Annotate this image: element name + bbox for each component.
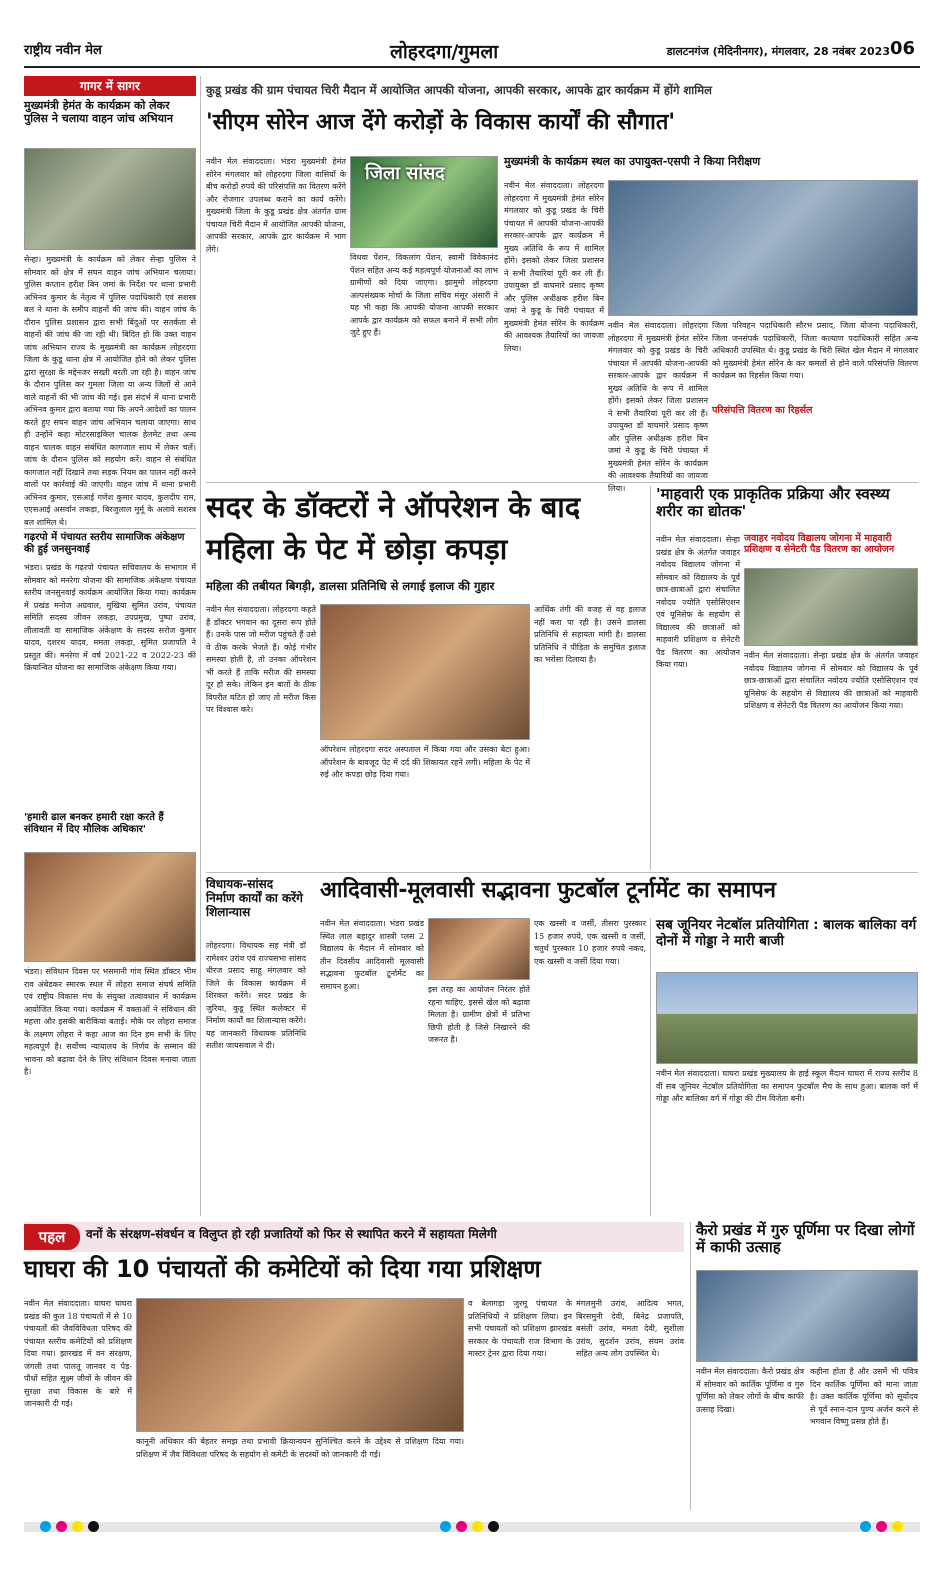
registration-dot-magenta <box>56 1521 67 1532</box>
training-photo <box>136 1298 464 1432</box>
sadar-subhead: महिला की तबीयत बिगड़ी, डालसा प्रतिनिधि से लगाई इलाज की गुहार <box>206 579 495 593</box>
menstruation-headline: 'माहवारी एक प्राकृतिक प्रक्रिया और स्वस्थ्य शरीर का द्योतक' <box>656 485 890 521</box>
registration-dot-cyan <box>440 1521 451 1532</box>
pehal-body1: नवीन मेल संवाददाता। घाघरा घाघरा प्रखंड की कुल 18 पंचायतों में से 10 पंचायतों की जैवविविधता परिषद की पंचायत स्तरीय कमेटियों को प्रशिक्षण दिया गया। झारखंड में वन संरक्षण, जंगली तथा पालतू जानवर व पेड़-पौधों सहित सूक्ष्म जीवों के जीवन की सुरक्षा तथा विकास के बारे में जानकारी दी गई। <box>24 1299 132 1408</box>
constitution-day-photo <box>24 852 196 962</box>
pehal-body2: कानूनी अधिकार की बेहतर समझ तथा प्रभावी क्रियान्वयन सुनिश्चित करने के उद्देश्य से प्रशिक्षण दिया गया। प्रशिक्षण में जैव विविधता परिषद के सहयोग से कमेटी के सदस्यों को जानकारी दी गई। <box>136 1437 464 1459</box>
column-divider <box>690 1222 691 1510</box>
masthead-brand: राष्ट्रीय नवीन मेल <box>24 43 102 58</box>
inspection-body: नवीन मेल संवाददाता। लोहरदगा लोहरदगा में मुख्यमंत्री हेमंत सोरेन मंगलवार को कुडू प्रखंड के चिरी पंचायत में आपकी योजना-आपकी सरकार-आपके द्वार कार्यक्रम में मुख्य अतिथि के रूप में शामिल होंगे। इसको लेकर जिला प्रशासन ने सभी तैयारियां पूरी कर ली हैं। उपायुक्त डॉ वाघमारे प्रसाद कृष्ण और पुलिस अधीक्षक हरीश बिन जमां ने कुडू के चिरी पंचायत में मुख्यमंत्री हेमंत सोरेन के कार्यक्रम की आवश्यक तैयारियों का जायजा लिया। <box>504 181 604 353</box>
leader-photo <box>350 156 498 248</box>
top-story-body2: विधवा पेंशन, विकलांग पेंशन, स्वामी विवेकानंद पेंशन सहित अन्य कई महत्वपूर्ण योजनाओं का लाभ ग्रामीणों को दिया जाएगा। झामुमो लोहरदगा अल्पसंख्यक मोर्चा के जिला सचिव मंसूर अंसारी ने यह भी कहा कि आपकी योजना आपकी सरकार आपके द्वार कार्यक्रम को सफल बनाने में सभी लोग जुटे हुए हैं। <box>350 253 498 337</box>
registration-dot-magenta <box>876 1521 887 1532</box>
registration-dot-yellow <box>472 1521 483 1532</box>
column-divider <box>650 918 651 1216</box>
constitution-quote: 'हमारी ढाल बनकर हमारी रक्षा करते हैं संविधान में दिए मौलिक अधिकार' <box>24 812 164 835</box>
top-story-body1: नवीन मेल संवाददाता। भंडरा मुख्यमंत्री हेमंत सोरेन मंगलवार को लोहरदगा जिला वासियों के बीच करोड़ों रुपये की परिसंपत्ति का वितरण करेंगे और रोजगार उपलब्ध कराने का कार्य करेंगे। मुख्यमंत्री जिला के कुडू प्रखंड क्षेत्र अंतर्गत ग्राम पंचायत चिरी मैदान में आयोजित आपकी योजना, आपकी सरकार, आपके द्वार कार्यक्रम में भाग लेंगे। <box>206 157 346 254</box>
registration-dot-yellow <box>892 1521 903 1532</box>
mla-headline: विधायक-सांसद निर्माण कार्यों का करेंगे शिलान्यास <box>206 877 303 919</box>
registration-dot-cyan <box>860 1521 871 1532</box>
left-story1-body: सेन्हा। मुख्यमंत्री के कार्यक्रम को लेकर सेन्हा पुलिस ने सोमवार को क्षेत्र में सघन वाहन जांच अभियान चलाया। पुलिस कप्तान हरीश बिन जमां के निर्देश पर थाना प्रभारी अभिनव कुमार के नेतृत्व में पुलिस पदाधिकारी एवं सशस्त्र बल ने थाना के समीप वाहनों की जांच की। वाहन जांच के दौरान पुलिस प्रशासन द्वारा सभी बिंदुओं पर सतर्कता से वाहनों की जांच की जा रही थी। बिदित हो कि उक्त वाहन जांच अभियान राज्य के मुख्यमंत्री का कार्यक्रम लोहरदगा जिला के कुडू थाना क्षेत्र में आयोजित होने को लेकर पुलिस द्वारा सुरक्षा के मद्देनजर सख्ती बरती जा रही है। वाहन जांच के दौरान पुलिस कर गुमला जिला या अन्य जिलों से आने वाले वाहनों की भी जांच की गई। इस संदर्भ में थाना प्रभारी अभिनव कुमार द्वारा बताया गया कि अपने आदेशों का पालन करते हुए सघन वाहन जांच अभियान चलाया जाएगा। साथ ही उन्होंने कहा मोटरसाइकिल चालक हेलमेट तथा अन्य वाहन चालक वाहन संबंधित कागजात साथ में लेकर चलें। जांच के दौरान पुलिस को सहयोग करें। वाहन से संबंधित कागजात नहीं दिखाने तथा सड़क नियम का पालन नहीं करने वालों पर कार्रवाई की जाएगी। वाहन जांच में थाना प्रभारी अभिनव कुमार, एसआई गणेश कुमार यादव, कुलदीप राम, एएसआई असर्वान लकड़ा, बिरजुलाल मुर्मू के अलावे सशस्त्र बल शामिल थे। <box>24 255 196 527</box>
pehal-headline: घाघरा की 10 पंचायतों की कमेटियों को दिया गया प्रशिक्षण <box>24 1255 541 1283</box>
registration-dot-magenta <box>456 1521 467 1532</box>
kairo-photo <box>696 1270 918 1362</box>
patient-photo <box>320 604 530 740</box>
pehal-kicker: वनों के संरक्षण-संवर्धन व विलुप्त हो रही प्रजातियों को फिर से स्थापित करने में सहायता मिलेगी <box>86 1227 497 1241</box>
menstruation-body: नवीन मेल संवाददाता। सेन्हा प्रखंड क्षेत्र के अंतर्गत जवाहर नवोदय विद्यालय जोगना में सोमवार को विद्यालय के पूर्व छात्र-छात्राओं द्वारा संचालित नवोदय ज्योति एसोसिएशन एवं यूनिसेफ के सहयोग से विद्यालय की छात्राओं को माहवारी प्रशिक्षण व सेनेटरी पैड वितरण का आयोजन किया गया। <box>656 535 740 669</box>
inspection-photo <box>608 180 918 316</box>
masthead-rule <box>24 66 920 68</box>
divider <box>206 872 918 873</box>
inspection-body2: जिला परिवहन पदाधिकारी सौरभ प्रसाद, जिला योजना पदाधिकारी, जिला जनसंपर्क पदाधिकारी, जिला कल्याण पदाधिकारी सहित अन्य अधिकारी उपस्थित थे। कुडू प्रखंड के चिरी स्थित खेल मैदान में मंगलवार को मुख्यमंत्री हेमंत सोरेन के कर कमलों से होने वाले परिसंपत्ति वितरण कार्यक्रम का रिहर्सल किया गया। <box>712 321 918 380</box>
page-number: 06 <box>890 38 916 59</box>
registration-dot-black <box>88 1521 99 1532</box>
netball-headline: सब जूनियर नेटबॉल प्रतियोगिता : बालक बालिका वर्ग दोनों में गोड्डा ने मारी बाजी <box>656 917 917 949</box>
football-guest-photo <box>428 918 530 980</box>
registration-dot-cyan <box>40 1521 51 1532</box>
football-body3: एक खस्सी व जर्सी, तीसरा पुरस्कार 15 हजार रुपये, एक खस्सी व जर्सी, चतुर्थ पुरस्कार 10 हजार रुपये नकद, एक खस्सी व जर्सी दिया गया। <box>534 919 646 966</box>
inspection-subhead: परिसंपत्ति वितरण का रिहर्सल <box>712 405 813 416</box>
top-story-kicker: कुडू प्रखंड की ग्राम पंचायत चिरी मैदान में आयोजित आपकी योजना, आपकी सरकार, आपके द्वार कार्यक्रम में होंगे शामिल <box>206 83 712 97</box>
mla-body: लोहरदगा। विधायक सह मंत्री डॉ रामेश्वर उरांव एवं राज्यसभा सांसद धीरज प्रसाद साहू मंगलवार को जिले के विकास कार्यक्रम में शिरकत करेंगे। सदर प्रखंड के जुरिया, कुडू स्थित कलेक्टर में निर्माण कार्यों का शिलान्यास करेंगे। यह जानकारी विधायक प्रतिनिधि सतीश जायसवाल ने दी। <box>206 941 306 1050</box>
registration-dot-yellow <box>72 1521 83 1532</box>
photo-banner-text: जिला सांसद <box>365 163 445 184</box>
netball-body: नवीन मेल संवाददाता। घाघरा प्रखंड मुख्यालय के हाई स्कूल मैदान घाघरा में राज्य स्तरीय 8 वीं सब जूनियर नेटबॉल प्रतियोगिता का समापन फुटबॉल मैच के साथ हुआ। बालक वर्ग में गोड्डा और बालिका वर्ग में गोड्डा की टीम विजेता बनी। <box>656 1069 918 1103</box>
left-story2-headline: गढ़रपो में पंचायत स्तरीय सामाजिक अंकेक्षण की हुई जनसुनवाई <box>24 532 185 555</box>
netball-team-photo <box>656 972 918 1064</box>
football-headline: आदिवासी-मूलवासी सद्भावना फुटबॉल टूर्नामेंट का समापन <box>320 878 776 903</box>
column-divider <box>650 486 651 870</box>
left-story3-body: भंडरा। संविधान दिवस पर भसमानी गांव स्थित डॉक्टर भीम राव अंबेडकर स्मारक स्थल में लोहरा समाज संघर्ष समिति एवं राष्ट्रीय विकास मंच के संयुक्त तत्वावधान में कार्यक्रम आयोजित किया गया। कार्यक्रम में वक्ताओं ने संविधान की महत्ता और इसकी बारीकियां बताईं। मौके पर लोहरा समाज के लक्ष्मण लोहरा ने कहा आज का दिन हम सभी के लिए महत्वपूर्ण है। सर्वोच्च न्यायालय के निर्णय के सम्मान की भावना को बढ़ावा देने के लिए संविधान दिवस मनाया जाता है। <box>24 967 196 1076</box>
kairo-body1: नवीन मेल संवाददाता। कैरो प्रखंड क्षेत्र में सोमवार को कार्तिक पूर्णिमा व गुरु पूर्णिमा को लेकर लोगों के बीच काफी उत्साह दिखा। <box>696 1367 804 1414</box>
top-story-headline: 'सीएम सोरेन आज देंगे करोड़ों के विकास कार्यों की सौगात' <box>206 110 676 135</box>
sadar-body2: ऑपरेशन लोहरदगा सदर अस्पताल में किया गया और उसका बेटा हुआ। ऑपरेशन के बावजूद पेट में दर्द की शिकायत रहने लगी। महिला के पेट में रुई और कपड़ा छोड़ दिया गया। <box>320 745 530 779</box>
inspection-body-cont: नवीन मेल संवाददाता। लोहरदगा लोहरदगा में मुख्यमंत्री हेमंत सोरेन मंगलवार को कुडू प्रखंड के चिरी पंचायत में आपकी योजना-आपकी सरकार-आपके द्वार कार्यक्रम में मुख्य अतिथि के रूप में शामिल होंगे। इसको लेकर जिला प्रशासन ने सभी तैयारियां पूरी कर ली हैं। उपायुक्त डॉ वाघमारे प्रसाद कृष्ण और पुलिस अधीक्षक हरीश बिन जमां ने कुडू के चिरी पंचायत में मुख्यमंत्री हेमंत सोरेन के कार्यक्रम की आवश्यक तैयारियों का जायजा लिया। <box>608 321 708 493</box>
kairo-headline: कैरो प्रखंड में गुरु पूर्णिमा पर दिखा लोगों में काफी उत्साह <box>696 1221 915 1257</box>
registration-dot-black <box>488 1521 499 1532</box>
school-event-photo <box>744 568 918 646</box>
divider <box>206 482 918 483</box>
pehal-tag: पहल <box>24 1224 80 1250</box>
sadar-body3: आर्थिक तंगी की वजह से वह इलाज नहीं करा पा रही है। उसने डालसा प्रतिनिधि से सहायता मांगी है। डालसा प्रतिनिधि ने पीड़िता के समुचित इलाज का भरोसा दिलाया है। <box>534 605 646 664</box>
left-story1-headline: मुख्यमंत्री हेमंत के कार्यक्रम को लेकर पुलिस ने चलाया वाहन जांच अभियान <box>24 99 173 125</box>
police-check-photo <box>24 148 196 250</box>
left-story2-body: भंडरा। प्रखंड के गढ़रपो पंचायत सचिवालय के सभागार में सोमवार को मनरेगा योजना की सामाजिक अंकेक्षण पंचायत स्तरीय जनसुनवाई कार्यक्रम आयोजित किया गया। कार्यक्रम में प्रखंड मनोज अग्रवाल, मुखिया सुमित उरांव, पंचायत समिति सदस्य जीवन लकड़ा, उपप्रमुख, पुष्पा उरांव, लीलावती वा सामाजिक अंकेक्षण के सदस्य सरोज कुमार यादव, दशरथ यादव, ममता लकड़ा, सुमित प्रजापति ने प्रस्तुत की। मनरेगा में वर्ष 2021-22 व 2022-23 की क्रियान्वित योजना का सामाजिक अंकेक्षण किया गया। <box>24 563 196 672</box>
sadar-body1: नवीन मेल संवाददाता। लोहरदगा कहते हैं डॉक्टर भगवान का दूसरा रूप होते हैं। उनके पास जो मरीज पहुंचते हैं उसे वे ठीक करके भेजते हैं। कोई गंभीर समस्या होती है, तो उनका ऑपरेशन भी करते हैं ताकि मरीज की समस्या दूर हो सके। लेकिन इन बातों के ठीक विपरीत घटित हो जाए तो मरीज किस पर विश्वास करे। <box>206 605 316 714</box>
section-label: गागर में सागर <box>24 76 196 96</box>
kairo-body2: कहीना होता है और उसमें भी पवित्र दिन कार्तिक पूर्णिमा को माना जाता है। उक्त कार्तिक पूर्णिमा को सूर्योदय से पूर्व स्नान-दान पुण्य अर्जन करने से भगवान विष्णु प्रसन्न होते हैं। <box>810 1367 918 1426</box>
divider <box>24 528 196 529</box>
inspection-headline: मुख्यमंत्री के कार्यक्रम स्थल का उपायुक्त-एसपी ने किया निरीक्षण <box>504 155 761 168</box>
masthead-date: डालटनगंज (मेदिनीनगर), मंगलवार, 28 नवंबर 2023 <box>666 45 890 58</box>
pehal-body4: मंगलमुनी उरांव, आदित्य भगत, बिरसमुनी देवी, बिनेद्र प्रजापति, बसंती उरांव, ममता देवी, सुशीला उरांव, सुदर्शन उरांव, संयम उरांव सहित अन्य लोग उपस्थित थे। <box>576 1299 684 1358</box>
football-body2: इस तरह का आयोजन निरंतर होते रहना चाहिए, इससे खेल को बढ़ावा मिलता है। ग्रामीण क्षेत्रों में प्रतिभा छिपी होती है जिसे निखारने की जरूरत है। <box>428 985 530 1044</box>
menstruation-body-cont: नवीन मेल संवाददाता। सेन्हा प्रखंड क्षेत्र के अंतर्गत जवाहर नवोदय विद्यालय जोगना में सोमवार को विद्यालय के पूर्व छात्र-छात्राओं द्वारा संचालित नवोदय ज्योति एसोसिएशन एवं यूनिसेफ के सहयोग से विद्यालय की छात्राओं को माहवारी प्रशिक्षण व सेनेटरी पैड वितरण का आयोजन किया गया। <box>744 651 918 710</box>
pehal-body3: व बेलागड़ा जुरमू पंचायत के प्रतिनिधियों ने प्रशिक्षण लिया। इन सभी पंचायतों को प्रशिक्षण झारखंड सरकार के पंचायती राज विभाग के मास्टर ट्रेनर द्वारा दिया गया। <box>468 1299 572 1358</box>
sadar-headline: सदर के डॉक्टरों ने ऑपरेशन के बाद महिला के पेट में छोड़ा कपड़ा <box>206 490 581 566</box>
football-body1: नवीन मेल संवाददाता। भंडरा प्रखंड स्थित लाल बहादुर शास्त्री प्लस 2 विद्यालय के मैदान में सोमवार को तीन दिवसीय आदिवासी मूलवासी सद्भावना फुटबॉल टूर्नामेंट का समापन हुआ। <box>320 919 424 991</box>
masthead-section: लोहरदगा/गुमला <box>390 41 499 63</box>
column-divider <box>200 76 201 1216</box>
menstruation-subhead: जवाहर नवोदय विद्यालय जोगना में माहवारी प्रशिक्षण व सेनेटरी पैड वितरण का आयोजन <box>744 533 895 555</box>
